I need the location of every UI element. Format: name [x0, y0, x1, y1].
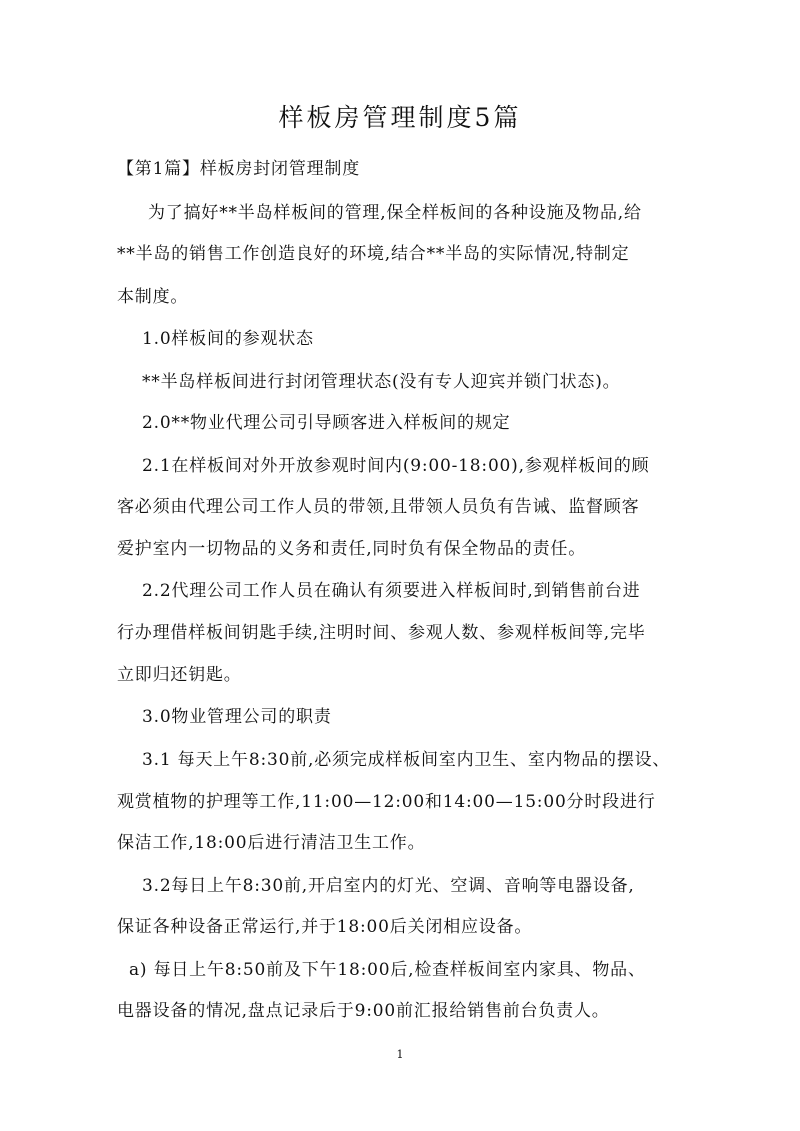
paragraph-line: 2.2代理公司工作人员在确认有须要进入样板间时,到销售前台进: [142, 581, 641, 601]
paragraph-line: 客必须由代理公司工作人员的带领,且带领人员负有告诫、监督顾客: [117, 497, 640, 517]
paragraph-line: **半岛样板间进行封闭管理状态(没有专人迎宾并锁门状态)。: [142, 372, 621, 392]
page-number: 1: [396, 1048, 404, 1061]
paragraph-line: 爱护室内一切物品的义务和责任,同时负有保全物品的责任。: [117, 539, 587, 559]
subsection-heading: 3.0物业管理公司的职责: [142, 707, 332, 727]
paragraph-line: 观赏植物的护理等工作,11:00—12:00和14:00—15:00分时段进行: [117, 792, 656, 812]
subsection-heading: 1.0样板间的参观状态: [142, 329, 314, 349]
subsection-heading: 2.0**物业代理公司引导顾客进入样板间的规定: [142, 413, 511, 433]
paragraph-line: 保证各种设备正常运行,并于18:00后关闭相应设备。: [117, 917, 533, 937]
paragraph-line: 电器设备的情况,盘点记录后于9:00前汇报给销售前台负责人。: [117, 1001, 610, 1021]
paragraph-line: 2.1在样板间对外开放参观时间内(9:00-18:00),参观样板间的顾: [142, 456, 650, 476]
paragraph-line: 为了搞好**半岛样板间的管理,保全样板间的各种设施及物品,给: [148, 203, 642, 223]
document-title: 样板房管理制度5篇: [278, 103, 522, 132]
paragraph-line: 立即归还钥匙。: [117, 665, 242, 685]
paragraph-line: 本制度。: [117, 287, 189, 307]
paragraph-line: 3.2每日上午8:30前,开启室内的灯光、空调、音响等电器设备,: [142, 876, 635, 896]
paragraph-line: **半岛的销售工作创造良好的环境,结合**半岛的实际情况,特制定: [117, 244, 630, 264]
paragraph-line: a) 每日上午8:50前及下午18:00后,检查样板间室内家具、物品、: [129, 960, 646, 980]
section-heading: 【第1篇】样板房封闭管理制度: [117, 159, 361, 179]
paragraph-line: 保洁工作,18:00后进行清洁卫生工作。: [117, 833, 426, 853]
paragraph-line: 行办理借样板间钥匙手续,注明时间、参观人数、参观样板间等,完毕: [117, 623, 646, 643]
paragraph-line: 3.1 每天上午8:30前,必须完成样板间室内卫生、室内物品的摆设、: [142, 750, 671, 770]
